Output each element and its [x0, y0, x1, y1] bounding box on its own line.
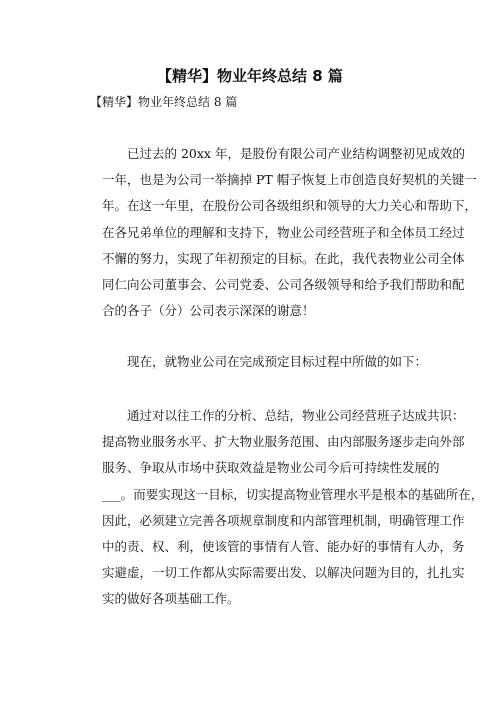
paragraph-line: 年。在这一年里，在股份公司各级组织和领导的大力关心和帮助下， — [102, 198, 478, 214]
paragraph-line: 已过去的 20xx 年，是股份有限公司产业结构调整初见成效的 — [127, 146, 465, 161]
paragraph-line: 同仁向公司董事会、公司党委、公司各级领导和给予我们帮助和配 — [102, 277, 465, 293]
document-subtitle: 【精华】物业年终总结 8 篇 — [90, 95, 238, 109]
paragraph-line: 实避虚，一切工作都从实际需要出发、以解决问题为目的，扎扎实 — [102, 565, 465, 581]
paragraph-transition — [102, 349, 428, 375]
paragraph-line: 通过对以往工作的分析、总结，物业公司经营班子达成共识： — [127, 408, 465, 423]
paragraph-line: 不懈的努力，实现了年初预定的目标。在此，我代表物业公司全体 — [102, 250, 465, 266]
paragraph-line: 在各兄弟单位的理解和支持下，物业公司经营班子和全体员工经过 — [102, 224, 465, 240]
paragraph-line: 一年，也是为公司一举摘掉 PT 帽子恢复上市创造良好契机的关键一 — [102, 172, 477, 188]
paragraph-intro — [102, 141, 478, 324]
paragraph-consensus — [102, 403, 484, 613]
paragraph-line: 合的各子（分）公司表示深深的谢意！ — [102, 303, 315, 319]
paragraph-line: 中的责、权、利，使该管的事情有人管、能办好的事情有人办，务 — [102, 539, 465, 555]
document-title: 【精华】物业年终总结 8 篇 — [157, 67, 343, 85]
paragraph-line: ___。而要实现这一目标，切实提高物业管理水平是根本的基础所在， — [102, 486, 484, 502]
paragraph-line: 实的做好各项基础工作。 — [102, 591, 240, 607]
paragraph-line: 现在，就物业公司在完成预定目标过程中所做的如下： — [127, 354, 428, 369]
paragraph-line: 服务、争取从市场中获取效益是物业公司今后可持续性发展的 — [102, 460, 440, 476]
paragraph-line: 因此，必须建立完善各项规章制度和内部管理机制，明确管理工作 — [102, 512, 465, 528]
paragraph-line: 提高物业服务水平、扩大物业服务范围、由内部服务逐步走向外部 — [102, 434, 465, 450]
